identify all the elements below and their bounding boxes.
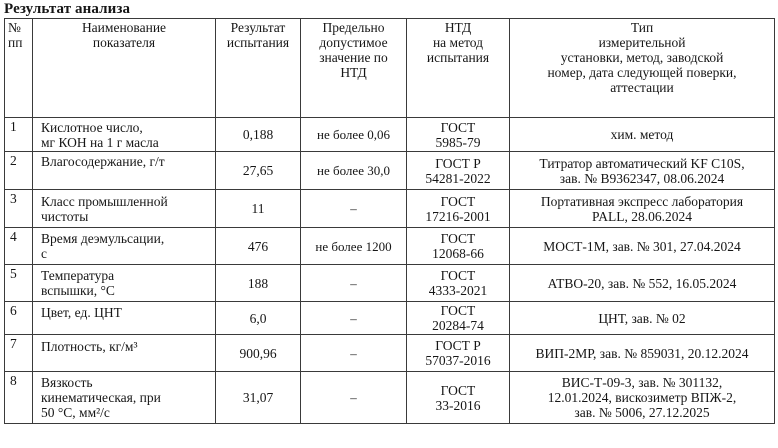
table-header-row bbox=[5, 19, 775, 118]
table-row bbox=[5, 190, 775, 228]
indicator-name: Температура вспышки, °С bbox=[33, 265, 216, 302]
indicator-name: Время деэмульсации, с bbox=[33, 228, 216, 265]
measuring-equipment: Портативная экспресс лаборатория PALL, 28.06.2024 bbox=[510, 190, 775, 228]
test-result: 6,0 bbox=[216, 302, 301, 335]
permissible-limit: не более 30,0 bbox=[301, 152, 407, 190]
table-row bbox=[5, 372, 775, 424]
table-row bbox=[5, 228, 775, 265]
page-title: Результат анализа bbox=[4, 1, 131, 17]
test-result: 188 bbox=[216, 265, 301, 302]
header-test-result: Результат испытания bbox=[216, 19, 301, 118]
header-permissible-limit: Предельно допустимое значение по НТД bbox=[301, 19, 407, 118]
test-result: 0,188 bbox=[216, 118, 301, 152]
table-row bbox=[5, 118, 775, 152]
measuring-equipment: МОСТ-1М, зав. № 301, 27.04.2024 bbox=[510, 228, 775, 265]
test-method-standard: ГОСТ 5985-79 bbox=[407, 118, 510, 152]
permissible-limit: – bbox=[301, 302, 407, 335]
row-number: 7 bbox=[5, 335, 33, 372]
permissible-limit: – bbox=[301, 335, 407, 372]
indicator-name: Кислотное число, мг КОН на 1 г масла bbox=[33, 118, 216, 152]
row-number: 1 bbox=[5, 118, 33, 152]
permissible-limit: – bbox=[301, 265, 407, 302]
header-test-method-standard: НТД на метод испытания bbox=[407, 19, 510, 118]
test-method-standard: ГОСТ 20284-74 bbox=[407, 302, 510, 335]
test-method-standard: ГОСТ 17216-2001 bbox=[407, 190, 510, 228]
table-row bbox=[5, 152, 775, 190]
row-number: 4 bbox=[5, 228, 33, 265]
test-method-standard: ГОСТ Р 54281-2022 bbox=[407, 152, 510, 190]
row-number: 6 bbox=[5, 302, 33, 335]
measuring-equipment: хим. метод bbox=[510, 118, 775, 152]
test-result: 11 bbox=[216, 190, 301, 228]
test-method-standard: ГОСТ 4333-2021 bbox=[407, 265, 510, 302]
indicator-name: Цвет, ед. ЦНТ bbox=[33, 302, 216, 335]
test-method-standard: ГОСТ 33-2016 bbox=[407, 372, 510, 424]
test-result: 476 bbox=[216, 228, 301, 265]
row-number: 3 bbox=[5, 190, 33, 228]
analysis-results-table bbox=[4, 18, 775, 424]
header-number: № пп bbox=[5, 19, 33, 118]
measuring-equipment: Титратор автоматический KF C10S, зав. № В9362347, 08.06.2024 bbox=[510, 152, 775, 190]
row-number: 2 bbox=[5, 152, 33, 190]
test-result: 900,96 bbox=[216, 335, 301, 372]
test-result: 31,07 bbox=[216, 372, 301, 424]
measuring-equipment: ВИП-2МР, зав. № 859031, 20.12.2024 bbox=[510, 335, 775, 372]
permissible-limit: не более 0,06 bbox=[301, 118, 407, 152]
measuring-equipment: ЦНТ, зав. № 02 bbox=[510, 302, 775, 335]
permissible-limit: не более 1200 bbox=[301, 228, 407, 265]
table-row bbox=[5, 265, 775, 302]
indicator-name: Влагосодержание, г/т bbox=[33, 152, 216, 190]
permissible-limit: – bbox=[301, 372, 407, 424]
test-method-standard: ГОСТ Р 57037-2016 bbox=[407, 335, 510, 372]
row-number: 5 bbox=[5, 265, 33, 302]
indicator-name: Класс промышленной чистоты bbox=[33, 190, 216, 228]
test-result: 27,65 bbox=[216, 152, 301, 190]
table-row bbox=[5, 302, 775, 335]
measuring-equipment: ВИС-Т-09-3, зав. № 301132, 12.01.2024, вискозиметр ВПЖ-2, зав. № 5006, 27.12.2025 bbox=[510, 372, 775, 424]
test-method-standard: ГОСТ 12068-66 bbox=[407, 228, 510, 265]
indicator-name: Вязкость кинематическая, при 50 °С, мм²/с bbox=[33, 372, 216, 424]
header-indicator-name: Наименование показателя bbox=[33, 19, 216, 118]
header-measuring-equipment: Тип измерительной установки, метод, заводской номер, дата следующей поверки, аттестации bbox=[510, 19, 775, 118]
measuring-equipment: АТВО-20, зав. № 552, 16.05.2024 bbox=[510, 265, 775, 302]
permissible-limit: – bbox=[301, 190, 407, 228]
row-number: 8 bbox=[5, 372, 33, 424]
indicator-name: Плотность, кг/м³ bbox=[33, 335, 216, 372]
table-row bbox=[5, 335, 775, 372]
